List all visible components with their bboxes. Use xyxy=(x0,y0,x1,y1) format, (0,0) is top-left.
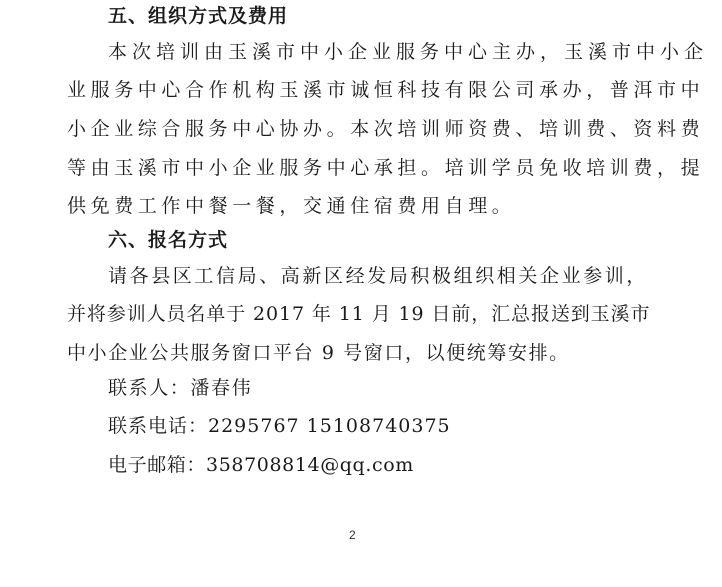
section-5-line-4: 等由玉溪市中小企业服务中心承担。培训学员免收培训费，提 xyxy=(67,157,705,179)
section-6-line-3: 中小企业公共服务窗口平台 9 号窗口，以便统筹安排。 xyxy=(67,342,570,364)
section-6-heading: 六、报名方式 xyxy=(108,229,229,251)
section-5-line-5: 供免费工作中餐一餐，交通住宿费用自理。 xyxy=(67,195,516,217)
section-5-line-2: 业服务中心合作机构玉溪市诚恒科技有限公司承办，普洱市中 xyxy=(67,79,705,101)
section-5-heading: 五、组织方式及费用 xyxy=(108,5,289,27)
page-number: 2 xyxy=(349,528,356,542)
contact-person: 联系人：潘春伟 xyxy=(108,377,253,399)
section-6-line-1: 请各县区工信局、高新区经发局积极组织相关企业参训， xyxy=(108,265,649,287)
section-5-line-3: 小企业综合服务中心协办。本次培训师资费、培训费、资料费 xyxy=(67,118,705,140)
section-5-line-1: 本次培训由玉溪市中小企业服务中心主办，玉溪市中小企 xyxy=(108,41,708,63)
section-6-line-2: 并将参训人员名单于 2017 年 11 月 19 日前，汇总报送到玉溪市 xyxy=(67,303,651,325)
contact-email: 电子邮箱：358708814@qq.com xyxy=(108,454,414,476)
contact-phone: 联系电话：2295767 15108740375 xyxy=(108,415,451,437)
